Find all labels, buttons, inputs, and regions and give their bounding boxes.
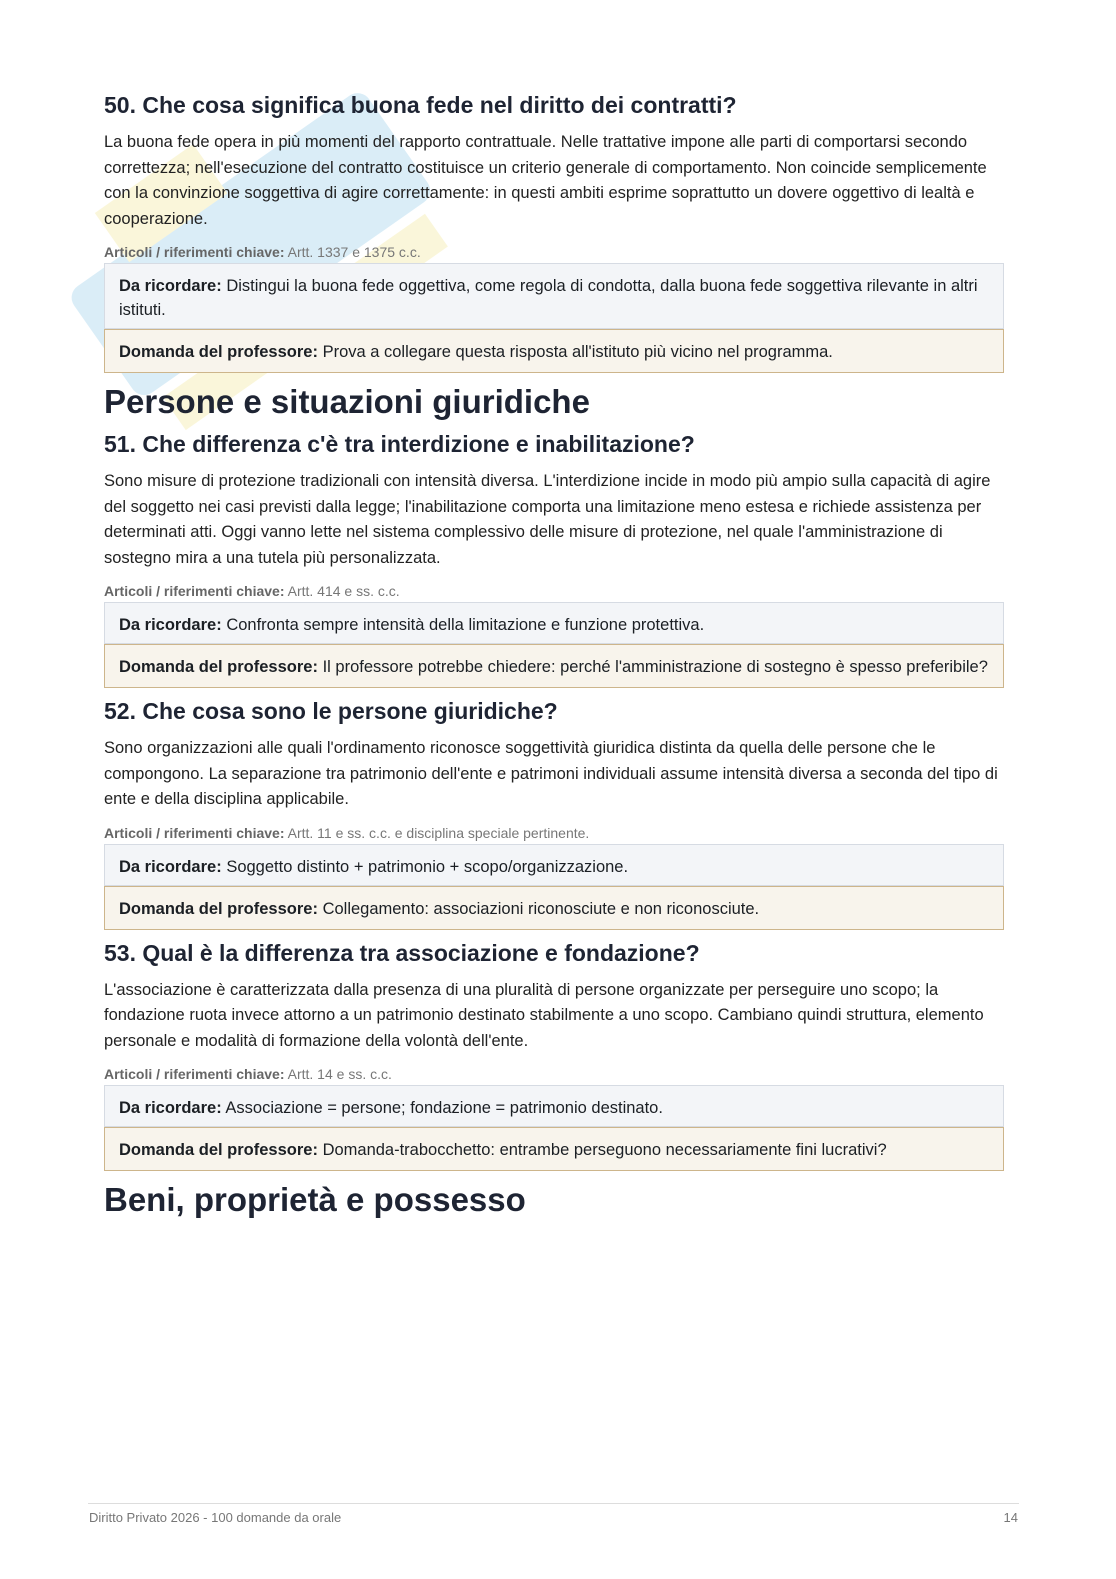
section-title-beni: Beni, proprietà e possesso bbox=[104, 1181, 526, 1218]
remember-label: Da ricordare: bbox=[119, 277, 222, 295]
remember-text: Distingui la buona fede oggettiva, come regola di condotta, dalla buona fede soggettiva rilevante in altri istituti. bbox=[119, 277, 978, 319]
professor-question-text: Collegamento: associazioni riconosciute e non riconosciute. bbox=[322, 899, 760, 918]
professor-question-text: Prova a collegare questa risposta all'istituto più vicino nel programma. bbox=[322, 343, 833, 361]
professor-question-label: Domanda del professore: bbox=[119, 899, 318, 918]
references bbox=[104, 1065, 1004, 1083]
references-text: Artt. 14 e ss. c.c. bbox=[287, 1066, 392, 1082]
professor-question-box bbox=[104, 886, 1004, 930]
references-label: Articoli / riferimenti chiave: bbox=[104, 1066, 285, 1082]
references-text: Artt. 414 e ss. c.c. bbox=[287, 583, 400, 599]
question-title: 52. Che cosa sono le persone giuridiche? bbox=[104, 698, 558, 724]
references-text: Artt. 1337 e 1375 c.c. bbox=[287, 244, 421, 260]
professor-question-text: Il professore potrebbe chiedere: perché l'amministrazione di sostegno è spesso preferibile? bbox=[322, 658, 988, 676]
references-label: Articoli / riferimenti chiave: bbox=[104, 824, 285, 841]
question-block-50 bbox=[104, 90, 1004, 373]
references bbox=[104, 243, 1004, 261]
remember-box bbox=[104, 844, 1004, 886]
remember-label: Da ricordare: bbox=[119, 1099, 222, 1117]
references bbox=[104, 824, 1004, 842]
professor-question-label: Domanda del professore: bbox=[119, 658, 318, 676]
question-block-52 bbox=[104, 696, 1004, 930]
section-title-persone: Persone e situazioni giuridiche bbox=[104, 383, 590, 420]
references-label: Articoli / riferimenti chiave: bbox=[104, 244, 285, 260]
page-content bbox=[104, 90, 1004, 1227]
professor-question-box bbox=[104, 644, 1004, 688]
remember-box bbox=[104, 263, 1004, 329]
professor-question-box bbox=[104, 1127, 1004, 1171]
question-title: 53. Qual è la differenza tra associazione e fondazione? bbox=[104, 939, 700, 966]
references bbox=[104, 582, 1004, 600]
references-text: Artt. 11 e ss. c.c. e disciplina speciale pertinente. bbox=[287, 824, 590, 841]
professor-question-label: Domanda del professore: bbox=[119, 343, 318, 361]
answer-text: La buona fede opera in più momenti del rapporto contrattuale. Nelle trattative impone alle parti di comportarsi secondo correttezza; nell'esecuzione del contratto costituisce un criterio generale di comportamento. Non coincide semplicemente con la convinzione soggettiva di agire correttamente: in questi ambiti esprime soprattutto un dovere oggettivo di lealtà e cooperazione. bbox=[104, 133, 987, 228]
question-block-53 bbox=[104, 938, 1004, 1172]
professor-question-label: Domanda del professore: bbox=[119, 1141, 318, 1159]
remember-box bbox=[104, 602, 1004, 644]
references-label: Articoli / riferimenti chiave: bbox=[104, 583, 285, 599]
remember-label: Da ricordare: bbox=[119, 616, 222, 634]
answer-text: Sono misure di protezione tradizionali con intensità diversa. L'interdizione incide in modo più ampio sulla capacità di agire del soggetto nei casi previsti dalla legge; l'inabilitazione comporta una limitazione meno estesa e richiede assistenza per determinati atti. Oggi vanno lette nel sistema complessivo delle misure di protezione, nel quale l'amministrazione di sostegno mira a una tutela più personalizzata. bbox=[104, 472, 991, 567]
remember-text: Confronta sempre intensità della limitazione e funzione protettiva. bbox=[226, 616, 705, 634]
question-title: 51. Che differenza c'è tra interdizione e inabilitazione? bbox=[104, 431, 695, 457]
footer-divider bbox=[88, 1503, 1019, 1504]
professor-question-box bbox=[104, 329, 1004, 373]
question-block-51 bbox=[104, 429, 1004, 688]
remember-text: Associazione = persone; fondazione = patrimonio destinato. bbox=[225, 1099, 663, 1117]
remember-text: Soggetto distinto + patrimonio + scopo/organizzazione. bbox=[226, 857, 629, 876]
footer-document-title: Diritto Privato 2026 - 100 domande da orale bbox=[89, 1510, 342, 1525]
remember-label: Da ricordare: bbox=[119, 857, 222, 876]
footer-page-number: 14 bbox=[1003, 1510, 1018, 1525]
answer-text: L'associazione è caratterizzata dalla presenza di una pluralità di persone organizzate per perseguire uno scopo; la fondazione ruota invece attorno a un patrimonio destinato stabilmente a uno scopo. Cambiano quindi struttura, elemento personale e modalità di formazione della volontà dell'ente. bbox=[104, 980, 984, 1050]
remember-box bbox=[104, 1085, 1004, 1127]
professor-question-text: Domanda-trabocchetto: entrambe perseguono necessariamente fini lucrativi? bbox=[322, 1141, 887, 1159]
question-title: 50. Che cosa significa buona fede nel diritto dei contratti? bbox=[104, 92, 737, 118]
answer-text: Sono organizzazioni alle quali l'ordinamento riconosce soggettività giuridica distinta da quella delle persone che le compongono. La separazione tra patrimonio dell'ente e patrimoni individuali assume intensità diversa a seconda del tipo di ente e della disciplina applicabile. bbox=[104, 739, 998, 808]
